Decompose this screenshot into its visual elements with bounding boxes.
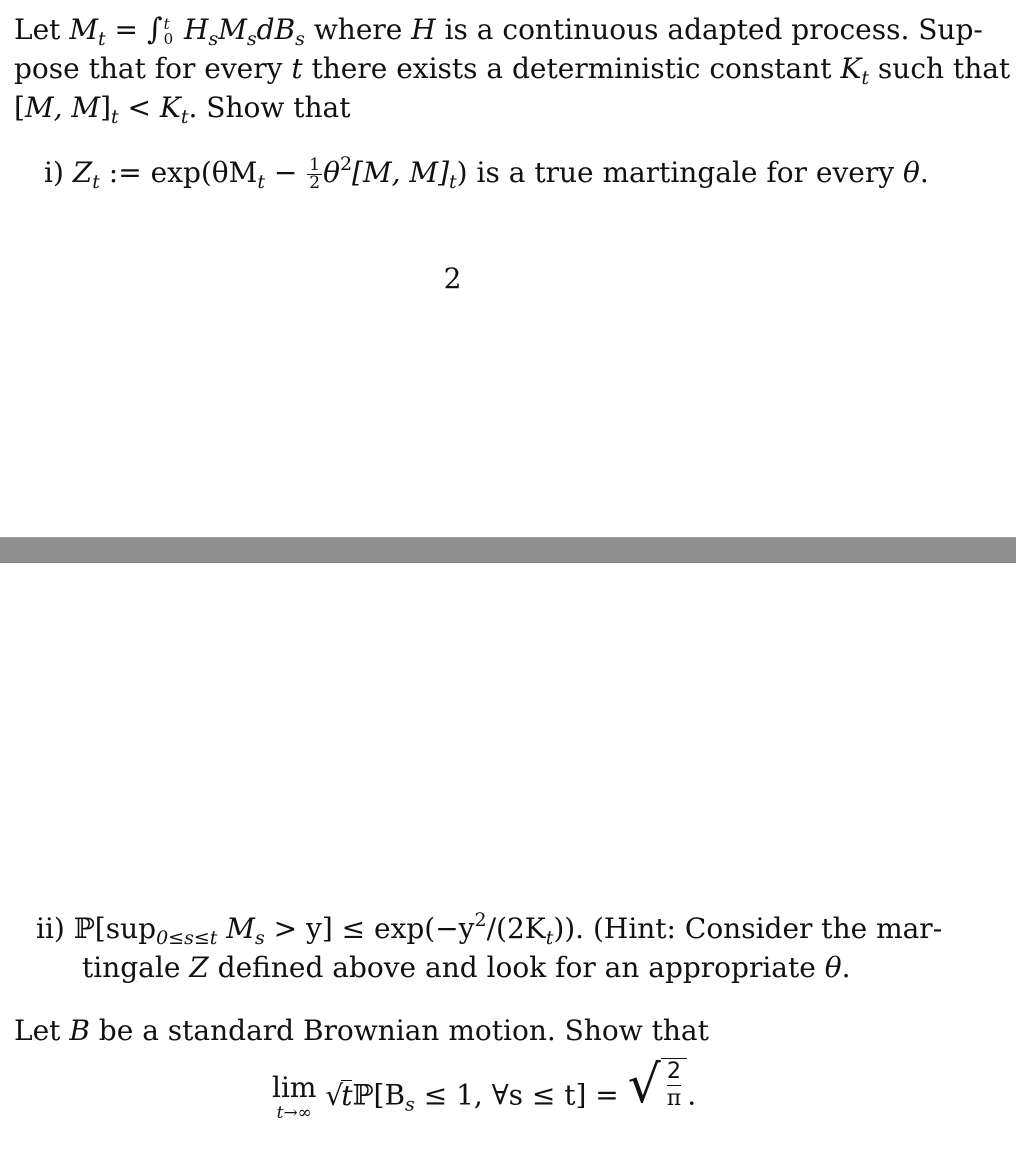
integral-limits: t 0	[163, 14, 174, 48]
one-half-fraction: $\frac{1}{2}$	[309, 155, 321, 193]
problem-line-1: Let $M_t$ = ∫ t 0 $H_sM_sdB_s$ where H is a continuous adapted process. Sup-	[14, 12, 983, 50]
item-ii-line-2: tingale Z defined above and look for an appropriate θ.	[82, 951, 851, 984]
brownian-statement: Let B be a standard Brownian motion. Show that	[14, 1014, 709, 1047]
problem-line-3: [M, $M]_t < K_t$. Show that	[14, 91, 351, 128]
item-i-label: i)	[44, 156, 64, 189]
sqrt-two-over-pi: √ $\frac{2}{\pi}$	[628, 1058, 688, 1112]
item-ii-line-1: ii) ℙ[sup$_{0\le s\le t}$ $M_s > y] \le \exp(-y^2/(2K_t))$. (Hint: Consider the mar-	[36, 909, 943, 949]
item-i: i) $Z_t$ := $\exp(\theta M_t$ − $\frac{1}{2}$ $\theta^2[M$, $M]_t$) is a true martingale for every θ.	[44, 153, 929, 193]
limit-equation: lim t→∞ $√tℙ[B_s \le 1$, ∀s ≤ t] = √ $\frac{2}{\pi}$ .	[272, 1055, 697, 1123]
page-separator	[0, 537, 1016, 563]
item-ii-label: ii)	[36, 912, 65, 945]
sqrt-t: √t	[325, 1078, 353, 1112]
problem-line-2: pose that for every t there exists a deterministic constant $K_t$ such that	[14, 52, 1011, 89]
integral-sign: ∫	[146, 12, 163, 47]
problem-statement	[14, 10, 1010, 127]
page-2-top	[0, 0, 1016, 537]
limit-operator: lim t→∞	[272, 1071, 317, 1123]
page-number: 2	[443, 262, 462, 295]
item-ii	[36, 909, 942, 987]
